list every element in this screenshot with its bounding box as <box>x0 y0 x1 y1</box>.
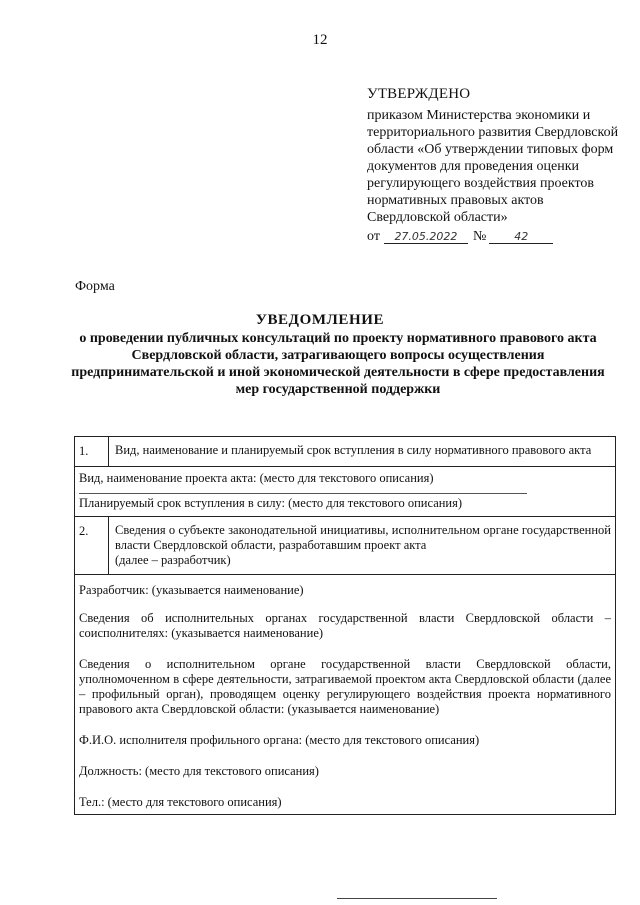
document-subtitle: о проведении публичных консультаций по проекту нормативного правового акта Свердловской области, затрагивающего вопросы осуществления предпринимательской и иной экономической деятельности в сфере предоставления мер государственной поддержки <box>71 331 605 397</box>
notification-table <box>74 436 616 815</box>
executor-name-field[interactable]: Ф.И.О. исполнителя профильного органа: (место для текстового описания) <box>79 733 480 747</box>
section-2-number: 2. <box>75 517 109 574</box>
date-prefix: от <box>367 229 380 244</box>
project-name-underline <box>79 493 527 494</box>
phone-field[interactable]: Тел.: (место для текстового описания) <box>79 795 282 809</box>
handwritten-date: 27.05.2022 <box>384 231 468 244</box>
page-number: 12 <box>312 32 328 48</box>
section-1-number: 1. <box>75 437 109 466</box>
form-label: Форма <box>75 279 115 294</box>
section-1-header-row <box>75 437 615 467</box>
section-2-fields-row <box>75 575 615 814</box>
approval-heading: УТВЕРЖДЕНО <box>367 86 471 102</box>
section-2-header-row <box>75 517 615 575</box>
footer-rule <box>337 898 497 899</box>
project-name-field[interactable]: Вид, наименование проекта акта: (место для текстового описания) <box>79 471 434 485</box>
number-prefix: № <box>472 229 487 244</box>
section-2-heading-tail: (далее – разработчик) <box>115 553 231 567</box>
handwritten-number: 42 <box>489 231 553 244</box>
section-1-heading: Вид, наименование и планируемый срок вступления в силу нормативного правового акта <box>115 443 592 457</box>
section-2-heading: Сведения о субъекте законодательной инициативы, исполнительном органе государственной власти Свердловской области, разработавшим проект акта <box>115 523 611 552</box>
document-title: УВЕДОМЛЕНИЕ <box>255 312 385 328</box>
entry-into-force-field[interactable]: Планируемый срок вступления в силу: (место для текстового описания) <box>79 496 463 510</box>
approval-block <box>367 86 629 245</box>
approval-text: приказом Министерства экономики и территориального развития Свердловской области «Об утверждении типовых форм документов для проведения оценки регулирующего воздействия проектов нормативных правовых актов Свердловской области» <box>367 108 619 225</box>
section-1-fields-row <box>75 467 615 517</box>
developer-field[interactable]: Разработчик: (указывается наименование) <box>79 583 304 597</box>
position-field[interactable]: Должность: (место для текстового описания) <box>79 764 319 778</box>
co-executors-field[interactable]: Сведения об исполнительных органах государственной власти Свердловской области – соисполнителях: (указывается наименование) <box>79 611 611 640</box>
profile-body-field[interactable]: Сведения о исполнительном органе государственной власти Свердловской области, уполномоченном в сфере деятельности, затрагиваемой проектом акта Свердловской области (далее – профильный орган), проводящем оценку регулирующего воздействия проекта нормативного правового акта Свердловской области: (указывается наименование) <box>79 657 611 716</box>
approval-signature-line <box>367 228 629 245</box>
section-2-heading-block <box>115 523 611 568</box>
